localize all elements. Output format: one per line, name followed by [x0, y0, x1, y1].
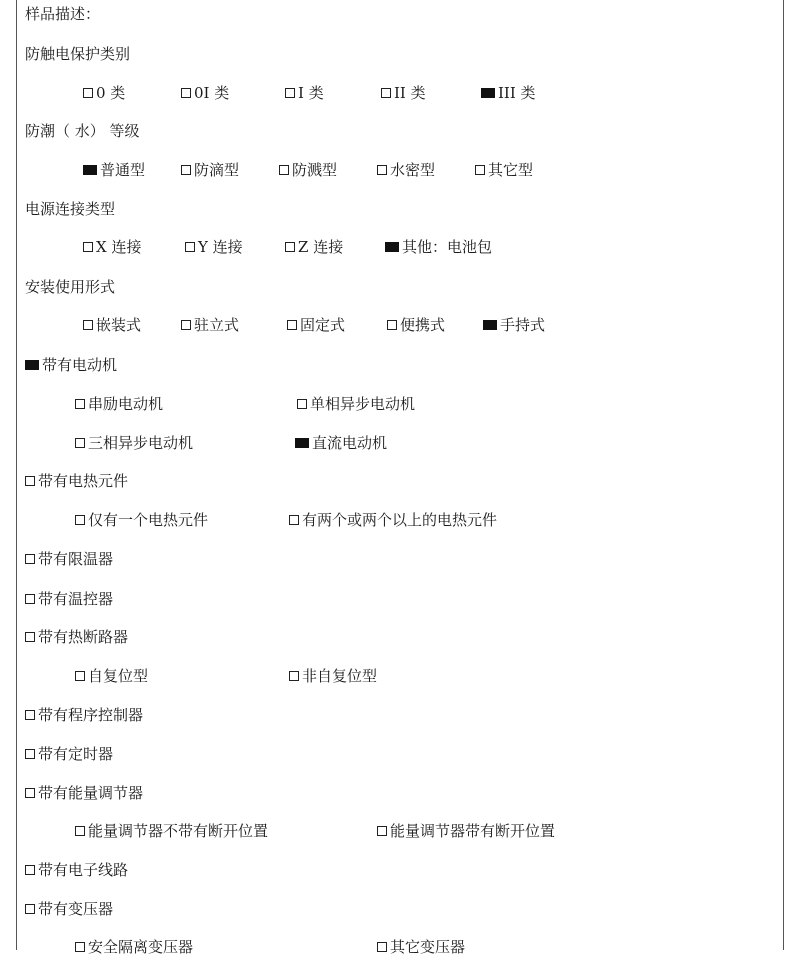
checkbox-icon[interactable] — [83, 320, 93, 330]
option-label: 0 类 — [96, 84, 126, 102]
option-label: 嵌装式 — [96, 316, 142, 334]
checkbox-icon[interactable] — [25, 554, 35, 564]
option-label: 防触电保护类别 — [25, 45, 131, 63]
checkbox-option[interactable] — [75, 937, 193, 957]
checkbox-option[interactable] — [481, 83, 536, 103]
form-row — [17, 705, 783, 725]
checkbox-icon[interactable] — [279, 165, 289, 175]
checkbox-option[interactable] — [181, 83, 229, 103]
checkbox-option[interactable] — [385, 237, 492, 257]
checked-box-icon[interactable] — [481, 88, 495, 98]
checkbox-option[interactable] — [25, 549, 113, 569]
option-label: 其他：电池包 — [402, 238, 493, 256]
checkbox-icon[interactable] — [25, 594, 35, 604]
option-label: 带有能量调节器 — [38, 784, 144, 802]
option-label: 固定式 — [300, 316, 346, 334]
checkbox-icon[interactable] — [25, 710, 35, 720]
form-row — [17, 277, 783, 297]
option-label: 带有温控器 — [38, 590, 114, 608]
checkbox-icon[interactable] — [377, 942, 387, 952]
checkbox-option[interactable] — [289, 510, 497, 530]
checkbox-option[interactable] — [25, 899, 113, 919]
checkbox-option[interactable] — [83, 83, 125, 103]
checkbox-icon[interactable] — [25, 632, 35, 642]
checkbox-icon[interactable] — [289, 515, 299, 525]
option-label: 非自复位型 — [302, 667, 378, 685]
option-label: 手持式 — [500, 316, 546, 334]
checkbox-option[interactable] — [75, 510, 208, 530]
option-label: 防滴型 — [194, 161, 240, 179]
checkbox-icon[interactable] — [83, 88, 93, 98]
form-row — [17, 433, 783, 453]
checkbox-option[interactable] — [25, 355, 117, 375]
checkbox-option[interactable] — [285, 83, 324, 103]
option-label: 直流电动机 — [312, 434, 388, 452]
checkbox-option[interactable] — [25, 627, 128, 647]
option-label: 水密型 — [390, 161, 436, 179]
form-row — [17, 394, 783, 414]
checked-box-icon[interactable] — [83, 165, 97, 175]
checkbox-icon[interactable] — [475, 165, 485, 175]
option-label: 0I 类 — [194, 84, 230, 102]
checkbox-icon[interactable] — [75, 826, 85, 836]
form-row — [17, 899, 783, 919]
section-heading — [25, 44, 130, 64]
form-row — [17, 355, 783, 375]
option-label: Z 连接 — [298, 238, 344, 256]
option-label: 带有变压器 — [38, 900, 114, 918]
checkbox-option[interactable] — [295, 433, 387, 453]
checkbox-option[interactable] — [75, 821, 268, 841]
checkbox-option[interactable] — [181, 160, 239, 180]
form-row — [17, 44, 783, 64]
option-label: 能量调节器不带有断开位置 — [88, 822, 269, 840]
checkbox-icon[interactable] — [25, 749, 35, 759]
checkbox-option[interactable] — [387, 315, 445, 335]
option-label: 仅有一个电热元件 — [88, 511, 209, 529]
checkbox-icon[interactable] — [285, 242, 295, 252]
option-label: I 类 — [298, 84, 324, 102]
checkbox-icon[interactable] — [285, 88, 295, 98]
checkbox-icon[interactable] — [387, 320, 397, 330]
section-heading — [25, 277, 115, 297]
option-label: II 类 — [394, 84, 426, 102]
checked-box-icon[interactable] — [25, 360, 39, 370]
option-label: X 连接 — [96, 238, 142, 256]
checkbox-option[interactable] — [381, 83, 426, 103]
checkbox-icon[interactable] — [377, 165, 387, 175]
checked-box-icon[interactable] — [295, 438, 309, 448]
form-row — [17, 666, 783, 686]
form-row — [17, 237, 783, 257]
section-heading — [25, 4, 100, 24]
checkbox-option[interactable] — [289, 666, 377, 686]
option-label: 安装使用形式 — [25, 278, 116, 296]
checkbox-option[interactable] — [75, 394, 163, 414]
checkbox-option[interactable] — [25, 744, 113, 764]
checkbox-icon[interactable] — [381, 88, 391, 98]
checkbox-option[interactable] — [25, 705, 143, 725]
form-row — [17, 937, 783, 957]
form-row — [17, 121, 783, 141]
form-row — [17, 821, 783, 841]
checkbox-option[interactable] — [83, 315, 141, 335]
form-row — [17, 315, 783, 335]
checkbox-option[interactable] — [25, 471, 128, 491]
option-label: 有两个或两个以上的电热元件 — [302, 511, 498, 529]
checkbox-icon[interactable] — [75, 942, 85, 952]
option-label: 带有程序控制器 — [38, 706, 144, 724]
option-label: 单相异步电动机 — [310, 395, 416, 413]
option-label: 三相异步电动机 — [88, 434, 194, 452]
option-label: 带有热断路器 — [38, 628, 129, 646]
checkbox-icon[interactable] — [181, 320, 191, 330]
option-label: 样品描述： — [25, 5, 101, 23]
checkbox-icon[interactable] — [377, 826, 387, 836]
checkbox-option[interactable] — [185, 237, 243, 257]
form-row — [17, 510, 783, 530]
form-row — [17, 471, 783, 491]
checkbox-icon[interactable] — [75, 515, 85, 525]
checkbox-option[interactable] — [377, 160, 435, 180]
option-label: 带有定时器 — [38, 745, 114, 763]
checkbox-option[interactable] — [297, 394, 415, 414]
checkbox-icon[interactable] — [75, 399, 85, 409]
form-row — [17, 160, 783, 180]
option-label: 防潮（ 水） 等级 — [25, 122, 140, 140]
checkbox-option[interactable] — [475, 160, 533, 180]
option-label: 便携式 — [400, 316, 446, 334]
option-label: 能量调节器带有断开位置 — [390, 822, 556, 840]
option-label: III 类 — [498, 84, 536, 102]
option-label: 带有电动机 — [42, 356, 118, 374]
option-label: 自复位型 — [88, 667, 149, 685]
checked-box-icon[interactable] — [483, 320, 497, 330]
form-row — [17, 744, 783, 764]
form-row — [17, 549, 783, 569]
checked-box-icon[interactable] — [385, 242, 399, 252]
option-label: 串励电动机 — [88, 395, 164, 413]
checkbox-icon[interactable] — [83, 242, 93, 252]
checkbox-option[interactable] — [75, 666, 148, 686]
option-label: 带有限温器 — [38, 550, 114, 568]
section-heading — [25, 121, 140, 141]
form-row — [17, 589, 783, 609]
checkbox-option[interactable] — [377, 937, 465, 957]
option-label: 驻立式 — [194, 316, 240, 334]
option-label: Y 连接 — [198, 238, 243, 256]
checkbox-icon[interactable] — [25, 476, 35, 486]
checkbox-icon[interactable] — [297, 399, 307, 409]
checkbox-icon[interactable] — [25, 788, 35, 798]
option-label: 其它变压器 — [390, 938, 466, 956]
option-label: 防溅型 — [292, 161, 338, 179]
checkbox-option[interactable] — [83, 160, 145, 180]
checkbox-icon[interactable] — [25, 904, 35, 914]
checkbox-icon[interactable] — [185, 242, 195, 252]
checkbox-icon[interactable] — [75, 671, 85, 681]
checkbox-icon[interactable] — [287, 320, 297, 330]
form-row — [17, 4, 783, 24]
checkbox-option[interactable] — [83, 237, 141, 257]
checkbox-option[interactable] — [483, 315, 545, 335]
checkbox-option[interactable] — [287, 315, 345, 335]
checkbox-icon[interactable] — [75, 438, 85, 448]
checkbox-option[interactable] — [279, 160, 337, 180]
checkbox-option[interactable] — [285, 237, 343, 257]
checkbox-option[interactable] — [181, 315, 239, 335]
option-label: 安全隔离变压器 — [88, 938, 194, 956]
checkbox-option[interactable] — [75, 433, 193, 453]
checkbox-option[interactable] — [25, 860, 128, 880]
checkbox-option[interactable] — [25, 783, 143, 803]
form-row — [17, 627, 783, 647]
option-label: 电源连接类型 — [25, 200, 116, 218]
checkbox-icon[interactable] — [181, 88, 191, 98]
form-frame — [16, 0, 784, 956]
checkbox-option[interactable] — [377, 821, 555, 841]
option-label: 带有电热元件 — [38, 472, 129, 490]
option-label: 带有电子线路 — [38, 861, 129, 879]
option-label: 其它型 — [488, 161, 534, 179]
form-row — [17, 783, 783, 803]
checkbox-icon[interactable] — [181, 165, 191, 175]
option-label: 普通型 — [100, 161, 146, 179]
form-row — [17, 199, 783, 219]
section-heading — [25, 199, 115, 219]
form-row — [17, 860, 783, 880]
checkbox-icon[interactable] — [289, 671, 299, 681]
checkbox-option[interactable] — [25, 589, 113, 609]
form-row — [17, 83, 783, 103]
checkbox-icon[interactable] — [25, 865, 35, 875]
